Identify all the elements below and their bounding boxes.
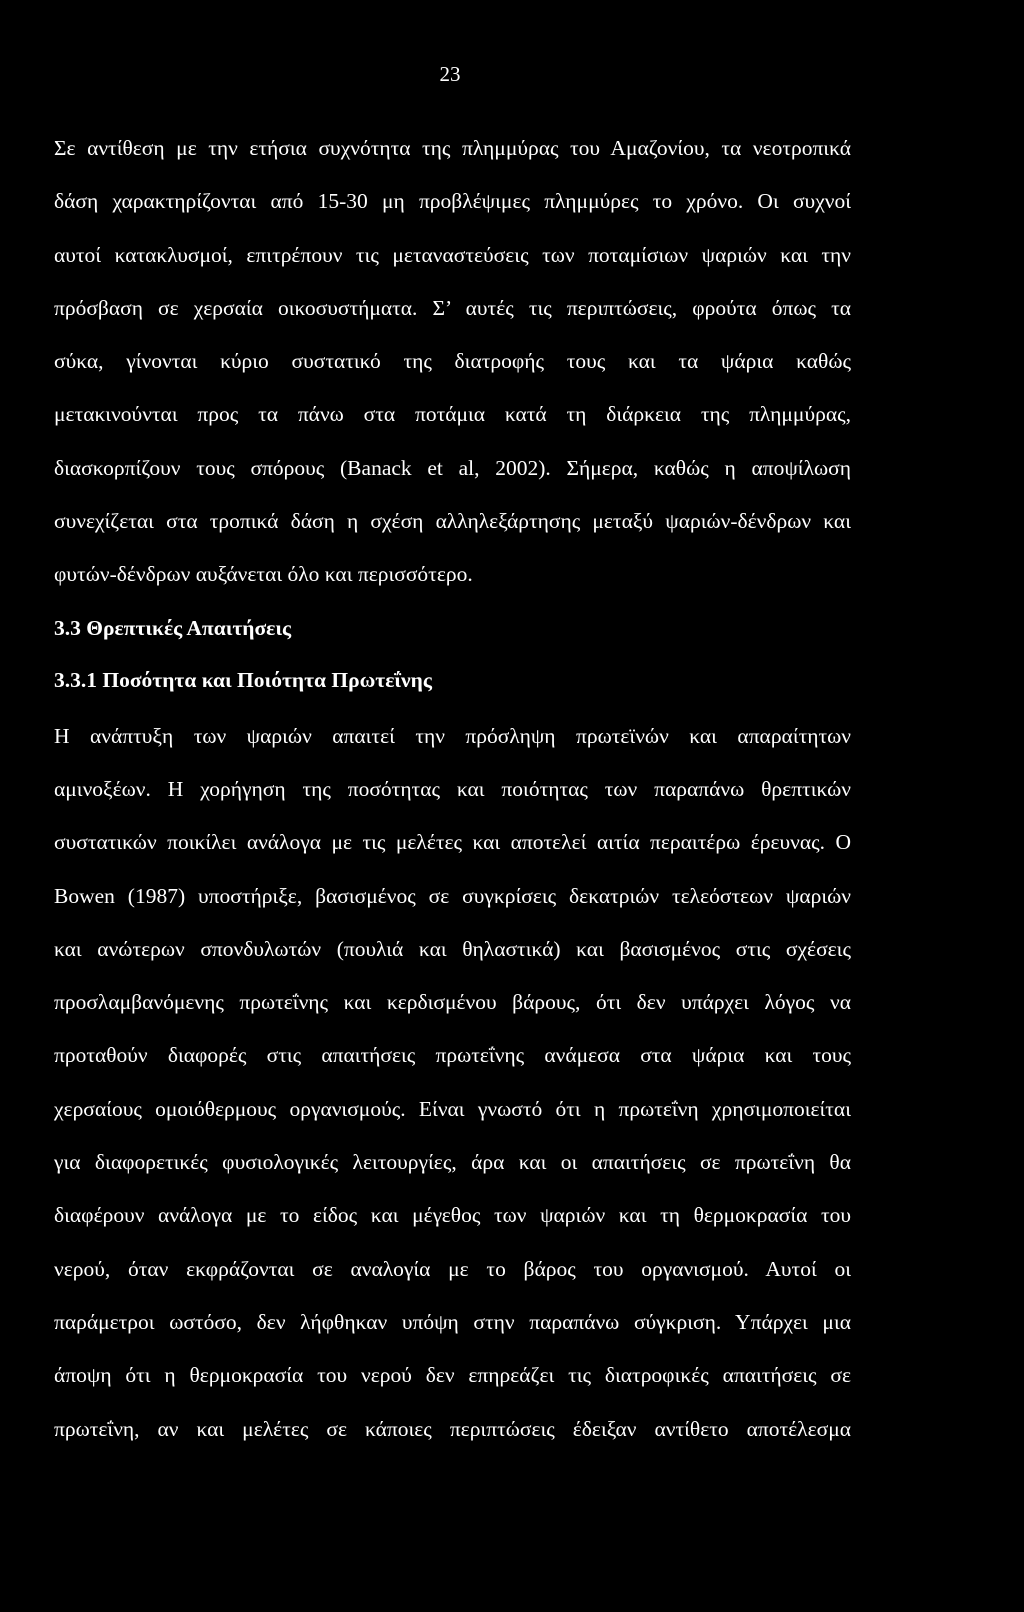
subsection-heading: 3.3.1 Ποσότητα και Ποιότητα Πρωτεΐνης [54, 667, 432, 692]
text-line: σύκα, γίνονται κύριο συστατικό της διατροφής τους και τα ψάρια καθώς [54, 349, 851, 374]
paragraph-protein [54, 714, 851, 1460]
text-line: συστατικών ποικίλει ανάλογα με τις μελέτες και αποτελεί αιτία περαιτέρω έρευνας. Ο [54, 830, 851, 855]
text-line: πρωτεΐνη, αν και μελέτες σε κάποιες περιπτώσεις έδειξαν αντίθετο αποτέλεσμα [54, 1416, 851, 1441]
text-line: χερσαίους ομοιόθερμους οργανισμούς. Είναι γνωστό ότι η πρωτεΐνη χρησιμοποιείται [54, 1096, 851, 1121]
text-line: Η ανάπτυξη των ψαριών απαιτεί την πρόσληψη πρωτεϊνών και απαραίτητων [54, 723, 851, 748]
text-line: φυτών-δένδρων αυξάνεται όλο και περισσότερο. [54, 562, 473, 587]
section-heading: 3.3 Θρεπτικές Απαιτήσεις [54, 615, 292, 640]
text-line: Bowen (1987) υποστήριξε, βασισμένος σε συγκρίσεις δεκατριών τελεόστεων ψαριών [54, 883, 851, 908]
text-line: συνεχίζεται στα τροπικά δάση η σχέση αλληλεξάρτησης μεταξύ ψαριών-δένδρων και [54, 509, 851, 534]
text-line: και ανώτερων σπονδυλωτών (πουλιά και θηλαστικά) και βασισμένος στις σχέσεις [54, 936, 851, 961]
text-line: αμινοξέων. Η χορήγηση της ποσότητας και ποιότητας των παραπάνω θρεπτικών [54, 776, 851, 801]
text-line: νερού, όταν εκφράζονται σε αναλογία με το βάρος του οργανισμού. Αυτοί οι [54, 1256, 851, 1281]
text-line: για διαφορετικές φυσιολογικές λειτουργίες, άρα και οι απαιτήσεις σε πρωτεΐνη θα [54, 1150, 851, 1175]
text-line: προταθούν διαφορές στις απαιτήσεις πρωτεΐνης ανάμεσα στα ψάρια και τους [54, 1043, 851, 1068]
paragraph-ecology [54, 126, 851, 606]
text-line: άποψη ότι η θερμοκρασία του νερού δεν επηρεάζει τις διατροφικές απαιτήσεις σε [54, 1363, 851, 1388]
text-line: προσλαμβανόμενης πρωτεΐνης και κερδισμένου βάρους, ότι δεν υπάρχει λόγος να [54, 990, 851, 1015]
text-line: μετακινούνται προς τα πάνω στα ποτάμια κατά τη διάρκεια της πλημμύρας, [54, 402, 851, 427]
text-line: διασκορπίζουν τους σπόρους (Banack et al, 2002). Σήμερα, καθώς η αποψίλωση [54, 455, 851, 480]
text-line: παράμετροι ωστόσο, δεν λήφθηκαν υπόψη στην παραπάνω σύγκριση. Υπάρχει μια [54, 1309, 851, 1334]
text-line: αυτοί κατακλυσμοί, επιτρέπουν τις μεταναστεύσεις των ποταμίσιων ψαριών και την [54, 242, 851, 267]
document-body [54, 126, 851, 1460]
text-line: Σε αντίθεση με την ετήσια συχνότητα της πλημμύρας του Αμαζονίου, τα νεοτροπικά [54, 136, 851, 160]
page-number: 23 [439, 62, 461, 86]
text-line: πρόσβαση σε χερσαία οικοσυστήματα. Σ’ αυτές τις περιπτώσεις, φρούτα όπως τα [54, 295, 851, 320]
text-line: δάση χαρακτηρίζονται από 15-30 μη προβλέψιμες πλημμύρες το χρόνο. Οι συχνοί [54, 189, 851, 214]
text-line: διαφέρουν ανάλογα με το είδος και μέγεθος των ψαριών και τη θερμοκρασία του [54, 1203, 851, 1228]
